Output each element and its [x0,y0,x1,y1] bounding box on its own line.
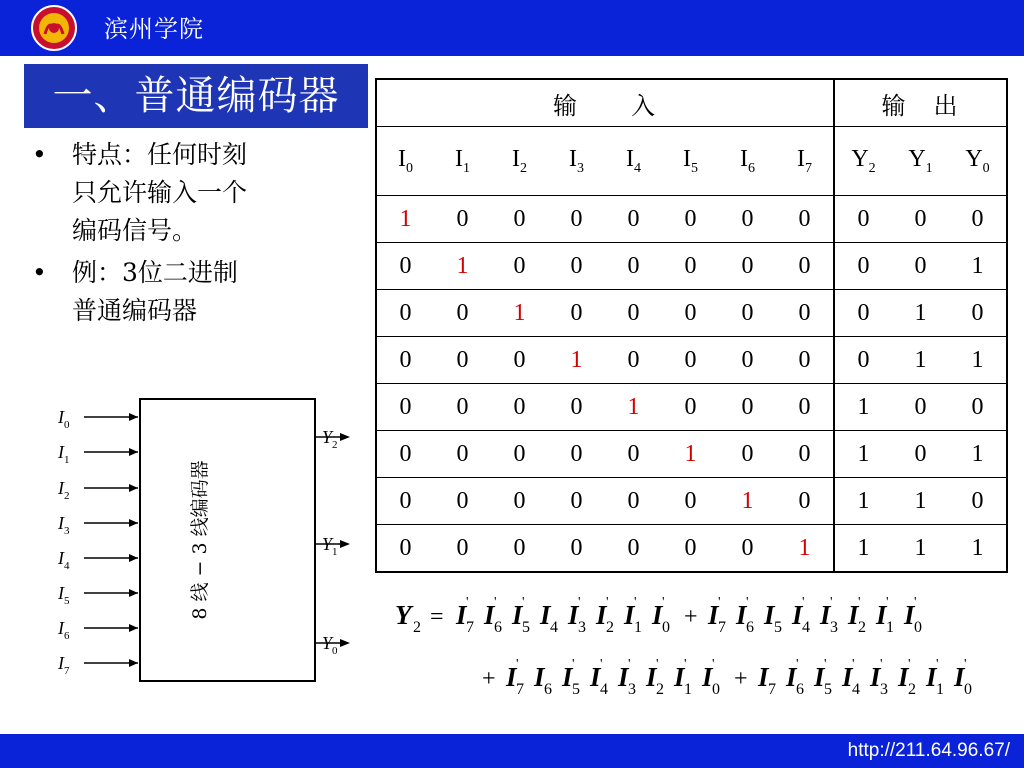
input-label-base: I [58,478,64,498]
equation-subscript: 0 [914,619,922,636]
input-arrow-icon [129,554,138,562]
input-cell: 0 [776,243,834,290]
equation-prime: ' [796,657,799,672]
column-header-sub: 1 [925,160,933,176]
bullet-text-line: 只允许输入一个 [72,178,248,207]
input-cell: 0 [491,243,548,290]
output-cell: 1 [892,478,949,525]
school-logo-icon [30,4,78,52]
equation-subscript: 5 [522,619,530,636]
equation-variable: I [758,662,769,692]
input-label [57,478,70,502]
output-cell: 1 [892,337,949,384]
output-cell: 0 [949,290,1007,337]
truth-table [375,78,1008,573]
input-label [57,442,70,466]
encoder-block [140,399,315,681]
input-label [57,548,70,572]
table-row [376,337,1007,384]
school-name: 滨州学院 [104,15,204,43]
output-arrow-icon [340,540,350,548]
input-cell: 0 [376,525,434,573]
column-header-base: I [797,145,805,172]
equation-subscript: 6 [746,619,754,636]
input-cell: 0 [719,243,776,290]
input-cell: 0 [605,478,662,525]
page-title: 一、普通编码器 [24,64,368,128]
equation-variable: I [842,662,853,692]
output-label-sub: 0 [332,645,338,657]
table-row [376,478,1007,525]
output-cell: 1 [834,431,892,478]
input-label-base: I [58,618,64,638]
equation-prime: ' [746,595,749,610]
output-label-base: Y [322,633,333,653]
input-cell: 0 [605,525,662,573]
input-label-base: I [58,583,64,603]
output-label [322,427,338,451]
column-header-sub: 7 [805,160,812,176]
equation-variable: I [898,662,909,692]
equation-prime: ' [634,595,637,610]
output-cell: 1 [834,478,892,525]
input-cell: 1 [434,243,491,290]
equation-prime: ' [824,657,827,672]
input-arrow-icon [129,624,138,632]
output-cell: 0 [949,384,1007,431]
equation-prime: ' [830,595,833,610]
input-cell: 0 [662,196,719,243]
input-label-sub: 1 [64,454,70,466]
header-bar [0,0,1024,56]
equation-subscript: 5 [774,619,782,636]
column-header-sub: 0 [406,160,413,176]
equation-subscript: 2 [656,681,664,698]
bullet-text-line: 特点：任何时刻 [72,140,248,169]
input-cell: 0 [491,196,548,243]
equation-subscript: 0 [964,681,972,698]
input-label-sub: 0 [64,419,70,431]
column-header [892,127,949,196]
column-header-row [376,127,1007,196]
input-cell: 1 [376,196,434,243]
input-cell: 0 [376,337,434,384]
equation-plus: + [734,666,748,692]
column-header [376,127,434,196]
output-cell: 0 [892,384,949,431]
column-header-base: I [740,145,748,172]
column-header-sub: 1 [463,160,470,176]
equation-prime: ' [802,595,805,610]
equation-prime: ' [522,595,525,610]
equation-variable: I [820,600,831,630]
equation-lhs-sub: 2 [413,619,421,636]
input-cell: 0 [548,290,605,337]
equation-subscript: 1 [886,619,894,636]
output-cell: 1 [949,431,1007,478]
equation-subscript: 2 [606,619,614,636]
equation-subscript: 6 [544,681,552,698]
group-header-input: 输 入 [376,79,834,127]
equation-prime: ' [572,657,575,672]
input-cell: 0 [434,525,491,573]
input-cell: 1 [548,337,605,384]
equation-subscript: 0 [662,619,670,636]
equation-subscript: 3 [578,619,586,636]
input-cell: 0 [605,290,662,337]
input-cell: 0 [434,431,491,478]
output-cell: 1 [892,290,949,337]
column-header [662,127,719,196]
output-cell: 1 [949,243,1007,290]
equation-prime: ' [656,657,659,672]
equation-prime: ' [908,657,911,672]
input-cell: 0 [605,431,662,478]
output-cell: 1 [892,525,949,573]
equation-subscript: 1 [684,681,692,698]
equation-equals: = [430,604,444,630]
equation-prime: ' [936,657,939,672]
input-cell: 1 [605,384,662,431]
input-cell: 0 [776,431,834,478]
output-cell: 0 [892,431,949,478]
input-cell: 0 [491,431,548,478]
column-header-base: I [398,145,406,172]
equation-subscript: 6 [494,619,502,636]
column-header-sub: 2 [520,160,527,176]
output-cell: 1 [834,525,892,573]
input-arrow-icon [129,448,138,456]
equation-prime: ' [606,595,609,610]
equation-variable: I [562,662,573,692]
input-label-base: I [58,653,64,673]
equation-prime: ' [880,657,883,672]
output-label-base: Y [322,534,333,554]
output-label [322,633,338,657]
equation-subscript: 7 [516,681,524,698]
output-arrow-icon [340,639,350,647]
equation-variable: I [876,600,887,630]
equation-variable: I [786,662,797,692]
equation-prime: ' [466,595,469,610]
equation-variable: I [506,662,517,692]
input-label [57,583,70,607]
input-cell: 0 [662,384,719,431]
input-cell: 0 [662,243,719,290]
equation-prime: ' [712,657,715,672]
input-cell: 0 [719,337,776,384]
input-label-base: I [58,442,64,462]
equation-variable: I [540,600,551,630]
equation-variable: I [870,662,881,692]
input-arrow-icon [129,484,138,492]
input-cell: 0 [776,196,834,243]
input-cell: 1 [662,431,719,478]
bullet-marker: • [32,140,47,169]
input-cell: 0 [376,384,434,431]
equation-prime: ' [852,657,855,672]
input-cell: 1 [776,525,834,573]
equation-prime: ' [628,657,631,672]
input-cell: 0 [719,431,776,478]
equation-variable: I [708,600,719,630]
input-label-sub: 2 [64,490,70,502]
column-header-sub: 3 [577,160,584,176]
footer-url[interactable]: http://211.64.96.67/ [847,740,1010,761]
equation-variable: I [512,600,523,630]
bullet-item [32,136,332,250]
column-header [491,127,548,196]
equation-variable: I [792,600,803,630]
encoder-block-diagram [50,395,370,685]
equation-variable: I [904,600,915,630]
equation-variable: I [568,600,579,630]
equation-variable: I [674,662,685,692]
equation-variable: I [534,662,545,692]
input-label-sub: 3 [64,525,70,537]
equation-prime: ' [600,657,603,672]
input-cell: 0 [662,290,719,337]
input-cell: 0 [434,196,491,243]
equation-variable: I [954,662,965,692]
input-label [57,618,70,642]
equation-prime: ' [914,595,917,610]
input-cell: 0 [605,196,662,243]
equation-variable: I [624,600,635,630]
input-label-sub: 7 [64,665,70,677]
column-header-sub: 4 [634,160,641,176]
equation-prime: ' [964,657,967,672]
input-cell: 0 [776,384,834,431]
input-cell: 0 [548,196,605,243]
input-cell: 0 [719,384,776,431]
column-header [605,127,662,196]
input-cell: 0 [434,337,491,384]
input-label-sub: 5 [64,595,70,607]
input-cell: 0 [719,290,776,337]
input-label-base: I [58,548,64,568]
input-label-base: I [58,407,64,427]
input-cell: 0 [376,478,434,525]
equation-subscript: 7 [768,681,776,698]
output-cell: 0 [949,478,1007,525]
input-cell: 0 [719,196,776,243]
equation-variable: I [926,662,937,692]
input-cell: 0 [491,525,548,573]
output-cell: 1 [949,337,1007,384]
output-label [322,534,338,558]
column-header-base: I [683,145,691,172]
equation-subscript: 4 [600,681,608,698]
equation-subscript: 3 [830,619,838,636]
equation-prime: ' [662,595,665,610]
column-header-sub: 6 [748,160,755,176]
equation-prime: ' [886,595,889,610]
input-cell: 1 [491,290,548,337]
output-cell: 0 [892,243,949,290]
equation-subscript: 6 [796,681,804,698]
equation-variable: I [590,662,601,692]
input-cell: 0 [776,478,834,525]
input-cell: 0 [376,431,434,478]
group-header-row [376,79,1007,127]
equation-prime: ' [858,595,861,610]
input-cell: 0 [434,290,491,337]
equation-y2 [385,590,1015,700]
equation-variable: I [814,662,825,692]
input-cell: 0 [548,525,605,573]
bullet-item [32,254,332,330]
equation-subscript: 7 [466,619,474,636]
equation-subscript: 1 [936,681,944,698]
equation-subscript: 2 [908,681,916,698]
output-label-base: Y [322,427,333,447]
equation-variable: I [646,662,657,692]
equation-subscript: 4 [802,619,810,636]
equation-variable: I [848,600,859,630]
equation-variable: I [764,600,775,630]
equation-subscript: 5 [824,681,832,698]
equation-variable: I [618,662,629,692]
input-label [57,513,70,537]
equation-variable: I [484,600,495,630]
equation-subscript: 3 [628,681,636,698]
equation-subscript: 1 [634,619,642,636]
input-cell: 0 [376,290,434,337]
equation-variable: I [652,600,663,630]
input-cell: 0 [605,243,662,290]
group-header-output: 输 出 [834,79,1007,127]
output-arrow-icon [340,433,350,441]
column-header-base: I [512,145,520,172]
table-row [376,243,1007,290]
footer-bar [0,734,1024,768]
input-arrow-icon [129,413,138,421]
equation-prime: ' [718,595,721,610]
equation-variable: I [702,662,713,692]
column-header [949,127,1007,196]
input-cell: 0 [548,431,605,478]
equation-prime: ' [494,595,497,610]
input-cell: 0 [662,478,719,525]
column-header-base: Y [851,145,869,172]
equation-subscript: 3 [880,681,888,698]
input-cell: 0 [776,337,834,384]
output-cell: 0 [834,337,892,384]
equation-subscript: 4 [852,681,860,698]
input-cell: 0 [776,290,834,337]
equation-plus: + [684,604,698,630]
input-cell: 0 [662,337,719,384]
table-row [376,525,1007,573]
input-cell: 0 [548,384,605,431]
column-header-sub: 0 [982,160,990,176]
bullet-text-line: 普通编码器 [72,296,198,325]
equation-variable: I [736,600,747,630]
column-header-sub: 5 [691,160,698,176]
input-label-base: I [58,513,64,533]
output-cell: 0 [834,290,892,337]
input-cell: 0 [434,384,491,431]
bullet-marker: • [32,258,47,287]
output-cell: 0 [949,196,1007,243]
input-cell: 0 [491,337,548,384]
column-header [719,127,776,196]
output-label-sub: 1 [332,546,338,558]
table-row [376,431,1007,478]
table-row [376,290,1007,337]
equation-prime: ' [684,657,687,672]
equation-variable: I [596,600,607,630]
column-header-base: I [626,145,634,172]
equation-prime: ' [578,595,581,610]
input-cell: 0 [491,384,548,431]
equation-lhs-var: Y [395,600,412,630]
equation-subscript: 0 [712,681,720,698]
table-row [376,196,1007,243]
column-header-base: I [455,145,463,172]
input-cell: 1 [719,478,776,525]
column-header [434,127,491,196]
bullet-list [32,136,332,334]
input-arrow-icon [129,519,138,527]
input-cell: 0 [376,243,434,290]
bullet-text-line: 例：3位二进制 [72,258,238,287]
equation-variable: I [456,600,467,630]
output-cell: 0 [892,196,949,243]
input-cell: 0 [548,478,605,525]
column-header-base: Y [908,145,926,172]
table-row [376,384,1007,431]
output-cell: 0 [834,243,892,290]
equation-subscript: 2 [858,619,866,636]
input-cell: 0 [662,525,719,573]
input-cell: 0 [491,478,548,525]
column-header [548,127,605,196]
equation-subscript: 5 [572,681,580,698]
equation-prime: ' [516,657,519,672]
input-cell: 0 [548,243,605,290]
output-cell: 1 [834,384,892,431]
input-label [57,653,70,677]
output-cell: 0 [834,196,892,243]
input-label-sub: 6 [64,630,70,642]
equation-plus: + [482,666,496,692]
equation-subscript: 7 [718,619,726,636]
input-label [57,407,70,431]
input-arrow-icon [129,589,138,597]
column-header-base: Y [965,145,983,172]
input-cell: 0 [434,478,491,525]
column-header [776,127,834,196]
equation-subscript: 4 [550,619,558,636]
input-arrow-icon [129,659,138,667]
bullet-text-line: 编码信号。 [72,216,198,245]
column-header [834,127,892,196]
input-cell: 0 [605,337,662,384]
encoder-block-label: 8 线 − 3 线编码器 [189,460,211,620]
column-header-sub: 2 [868,160,876,176]
output-label-sub: 2 [332,439,338,451]
input-label-sub: 4 [64,560,70,572]
input-cell: 0 [719,525,776,573]
column-header-base: I [569,145,577,172]
output-cell: 1 [949,525,1007,573]
